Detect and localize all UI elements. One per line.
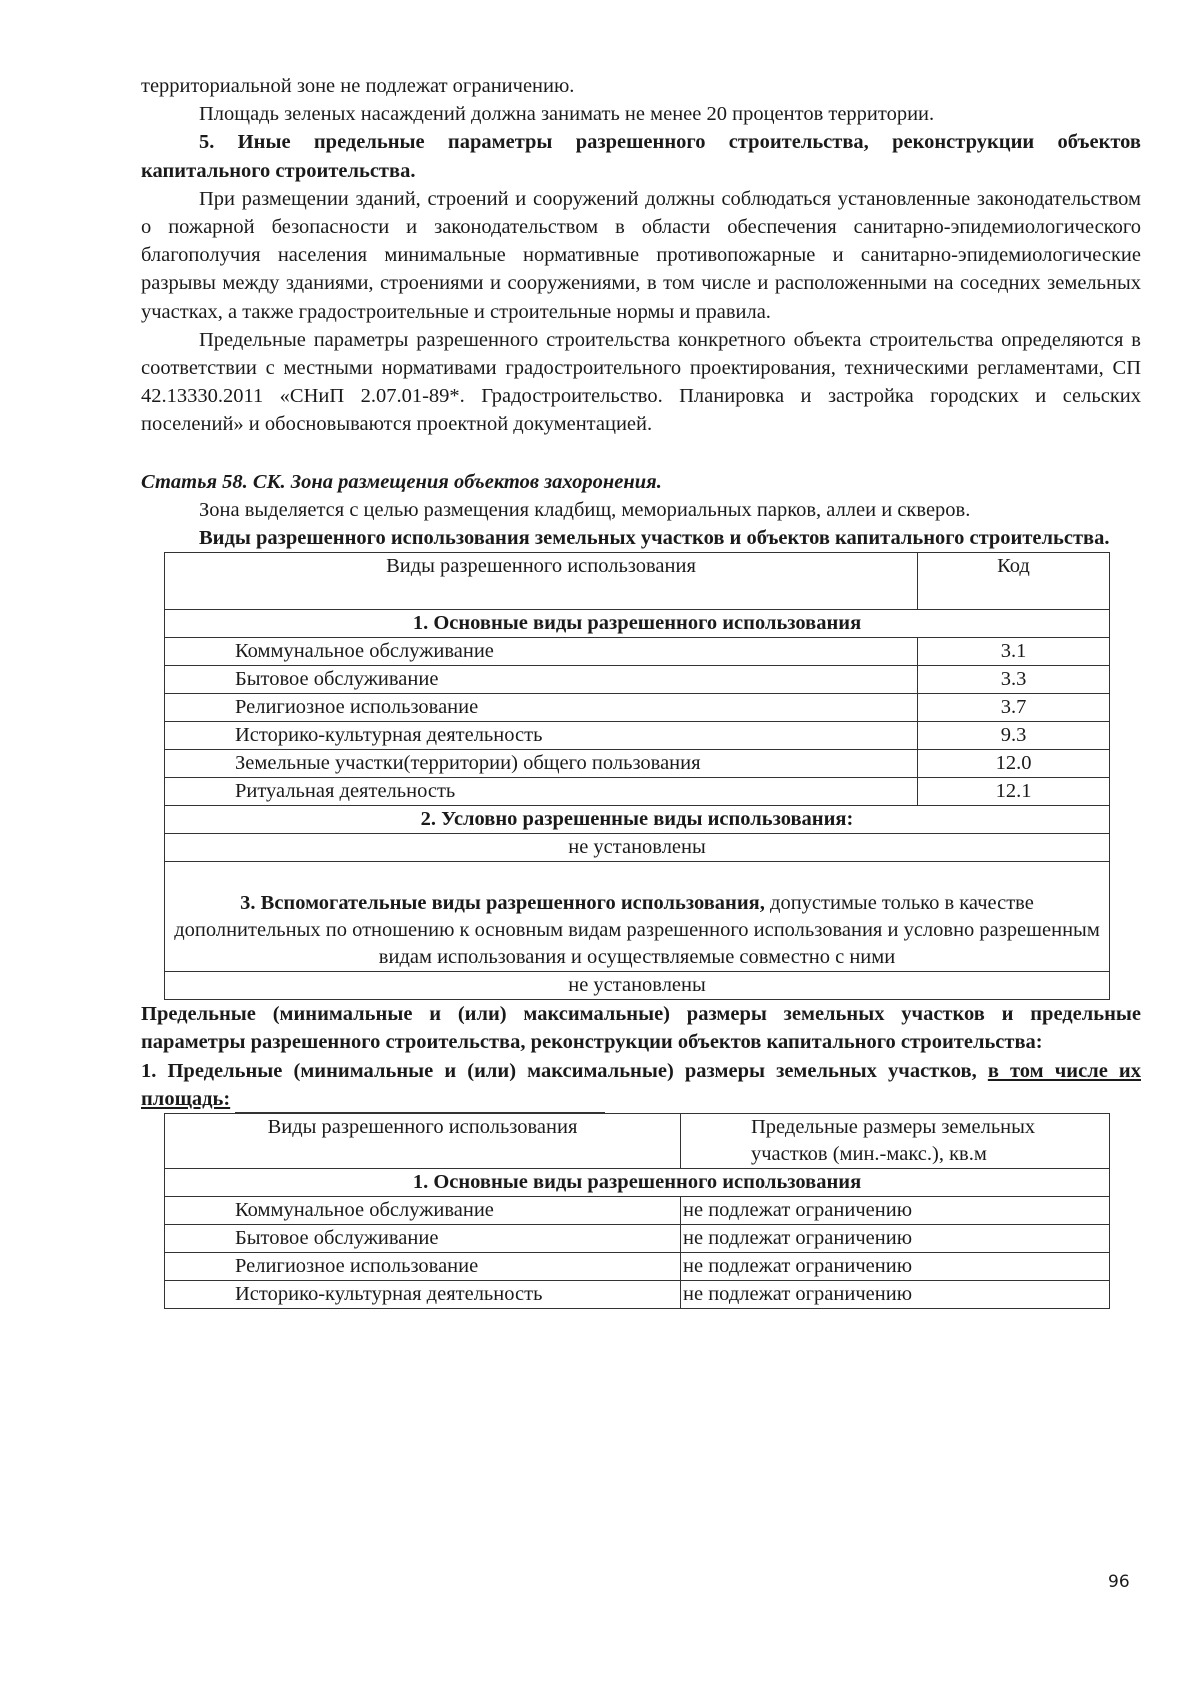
- table-row: [165, 666, 1110, 694]
- use-name: Религиозное использование: [165, 694, 918, 722]
- article-title: Статья 58. СК. Зона размещения объектов захоронения.: [141, 470, 662, 493]
- table-row: [165, 722, 1110, 750]
- auxiliary-uses-title: 3. Вспомогательные виды разрешенного использования,: [240, 892, 765, 915]
- permitted-uses-table: [164, 552, 1110, 1000]
- permitted-uses-title: [141, 524, 1141, 552]
- use-name: Коммунальное обслуживание: [165, 638, 918, 666]
- use-name: Историко-культурная деятельность: [165, 722, 918, 750]
- table-row: [165, 834, 1110, 862]
- use-name: Земельные участки(территории) общего пользования: [165, 750, 918, 778]
- table-row: [165, 694, 1110, 722]
- page-number: 96: [1108, 1572, 1130, 1592]
- table-row: [165, 1253, 1110, 1281]
- size-limit: не подлежат ограничению: [681, 1225, 1110, 1253]
- section-auxiliary-uses: [165, 862, 1110, 972]
- limits-subtitle: [141, 1057, 1141, 1113]
- underline-fill: [235, 1092, 605, 1113]
- size-limit: не подлежат ограничению: [681, 1253, 1110, 1281]
- column-header-uses: Виды разрешенного использования: [165, 553, 918, 610]
- column-header-code: Код: [918, 553, 1110, 610]
- use-code: 3.7: [918, 694, 1110, 722]
- table-row: [165, 1225, 1110, 1253]
- section-row: [165, 1169, 1110, 1197]
- use-code: 9.3: [918, 722, 1110, 750]
- section-row: [165, 806, 1110, 834]
- size-limit: не подлежат ограничению: [681, 1197, 1110, 1225]
- section-row: [165, 862, 1110, 972]
- column-header-size: Предельные размеры земельных участков (мин.-макс.), кв.м: [681, 1114, 1110, 1169]
- use-name: Коммунальное обслуживание: [165, 1197, 681, 1225]
- size-limit: не подлежат ограничению: [681, 1281, 1110, 1309]
- table-row: [165, 1281, 1110, 1309]
- use-code: 3.1: [918, 638, 1110, 666]
- auxiliary-uses-text: допустимые только в качестве дополнительных по отношению к основным видам разрешенного использования и условно разрешенным видам использования и осуществляемые совместно с ними: [174, 892, 1100, 969]
- auxiliary-uses-value: не установлены: [165, 972, 1110, 1000]
- use-code: 12.0: [918, 750, 1110, 778]
- use-name: Бытовое обслуживание: [165, 1225, 681, 1253]
- use-code: 3.3: [918, 666, 1110, 694]
- section-main-uses: 1. Основные виды разрешенного использования: [165, 610, 1110, 638]
- section-main-uses: 1. Основные виды разрешенного использования: [165, 1169, 1110, 1197]
- conditional-uses-value: не установлены: [165, 834, 1110, 862]
- section-row: [165, 610, 1110, 638]
- table-header-row: [165, 1114, 1110, 1169]
- use-name: Религиозное использование: [165, 1253, 681, 1281]
- permitted-uses-title-text: Виды разрешенного использования земельных участков и объектов капитального строительства.: [199, 527, 1110, 550]
- table-row: [165, 750, 1110, 778]
- table-header-row: [165, 553, 1110, 610]
- paragraph-limits: Предельные параметры разрешенного строительства конкретного объекта строительства определяются в соответствии с местными нормативами градостроительного проектирования, техническими регламентами, СП 42.13330.2011 «СНиП 2.07.01-89*. Градостроительство. Планировка и застройка городских и сельских поселений» и обосновываются проектной документацией.: [141, 328, 1141, 436]
- table-row: [165, 638, 1110, 666]
- limits-subtitle-underlined: в том числе их площадь:: [141, 1059, 1141, 1110]
- intro-line-1: территориальной зоне не подлежат ограничению.: [141, 75, 575, 97]
- article-description: Зона выделяется с целью размещения кладбищ, мемориальных парков, аллеи и скверов.: [199, 498, 971, 521]
- limits-title: Предельные (минимальные и (или) максимальные) размеры земельных участков и предельные параметры разрешенного строительства, реконструкции объектов капитального строительства:: [141, 1003, 1141, 1054]
- table-row: [165, 972, 1110, 1000]
- section-conditional-uses: 2. Условно разрешенные виды использования:: [165, 806, 1110, 834]
- use-name: Историко-культурная деятельность: [165, 1281, 681, 1309]
- use-name: Ритуальная деятельность: [165, 778, 918, 806]
- document-page: [141, 72, 1141, 1309]
- column-header-uses: Виды разрешенного использования: [165, 1114, 681, 1169]
- use-name: Бытовое обслуживание: [165, 666, 918, 694]
- table-row: [165, 778, 1110, 806]
- use-code: 12.1: [918, 778, 1110, 806]
- intro-line-2: Площадь зеленых насаждений должна занимать не менее 20 процентов территории.: [199, 103, 935, 126]
- plot-size-table: [164, 1113, 1110, 1309]
- table-row: [165, 1197, 1110, 1225]
- section-5-title: 5. Иные предельные параметры разрешенного строительства, реконструкции объектов капитального строительства.: [141, 131, 1141, 182]
- limits-subtitle-text: 1. Предельные (минимальные и (или) максимальные) размеры земельных участков,: [141, 1059, 988, 1082]
- paragraph-distances: При размещении зданий, строений и сооружений должны соблюдаться установленные законодательством о пожарной безопасности и законодательством в области обеспечения санитарно-эпидемиологического благополучия населения минимальные нормативные противопожарные и санитарно-эпидемиологические разрывы между зданиями, строениями и сооружениями, в том числе и расположенными на соседних земельных участках, а также градостроительные и строительные нормы и правила.: [141, 187, 1141, 323]
